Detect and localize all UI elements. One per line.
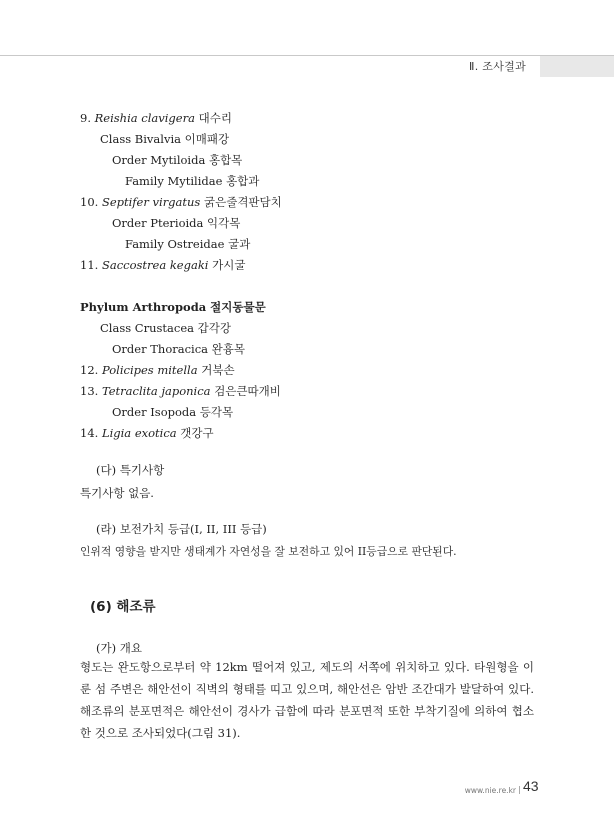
header-rule (0, 55, 614, 56)
header-tab-bar (540, 56, 614, 77)
scientific-name: Ligia exotica (101, 426, 177, 440)
family-mytilidae: Family Mytilidae 홍합과 (125, 174, 260, 188)
korean-name: 가시굴 (212, 258, 246, 272)
entry-14 (80, 426, 214, 440)
family-ostreidae: Family Ostreidae 굴과 (125, 237, 251, 251)
korean-name: 갯강구 (180, 426, 214, 440)
special-notes-text: 특기사항 없음. (80, 486, 154, 500)
entry-number: 11. (80, 258, 99, 272)
special-notes-heading: (다) 특기사항 (96, 463, 165, 477)
entry-9 (80, 111, 232, 125)
scientific-name: Septifer virgatus (101, 195, 201, 209)
phylum-arthropoda: Phylum Arthropoda 절지동물문 (80, 300, 266, 314)
scientific-name: Saccostrea kegaki (101, 258, 209, 272)
entry-number: 10. (80, 195, 99, 209)
grade-text: 인위적 영향을 받지만 생태계가 자연성을 잘 보전하고 있어 II등급으로 판단된다. (80, 545, 457, 558)
korean-name: 대수리 (198, 111, 232, 125)
footer-divider (519, 786, 520, 794)
entry-number: 13. (80, 384, 99, 398)
chapter-title: Ⅱ. 조사결과 (468, 60, 526, 73)
entry-number: 9. (80, 111, 91, 125)
korean-name: 굵은줄격판담치 (204, 195, 282, 209)
order-isopoda: Order Isopoda 등각목 (112, 405, 234, 419)
order-pterioida: Order Pterioida 익각목 (112, 216, 241, 230)
order-thoracica: Order Thoracica 완흉목 (112, 342, 245, 356)
overview-paragraph: 형도는 완도항으로부터 약 12km 떨어져 있고, 제도의 서쪽에 위치하고 있다. 타원형을 이룬 섬 주변은 해안선이 직벽의 형태를 띠고 있으며, 해안선은 암반 조간대가 발달하여 있다. 해조류의 분포면적은 해안선이 경사가 급함에 따라 분포면적 또한 부착기질에 의하여 협소한 것으로 조사되었다(그림 31). (80, 660, 534, 740)
scientific-name: Reishia clavigera (94, 111, 195, 125)
korean-name: 검은큰따개비 (214, 384, 281, 398)
scientific-name: Tetraclita japonica (101, 384, 211, 398)
entry-10 (80, 195, 282, 209)
order-mytiloida: Order Mytiloida 홍합목 (112, 153, 243, 167)
page-number: 43 (523, 778, 539, 794)
entry-12 (80, 363, 235, 377)
grade-heading: (라) 보전가치 등급(I, II, III 등급) (96, 522, 267, 536)
class-crustacea: Class Crustacea 갑각강 (100, 321, 231, 335)
scientific-name: Policipes mitella (101, 363, 198, 377)
korean-name: 거북손 (201, 363, 235, 377)
entry-13 (80, 384, 281, 398)
seaweed-section-heading: (6) 해조류 (90, 599, 156, 615)
overview-heading: (가) 개요 (96, 641, 142, 655)
entry-number: 14. (80, 426, 99, 440)
footer-url: www.nie.re.kr (464, 786, 516, 795)
class-bivalvia: Class Bivalvia 이매패강 (100, 132, 230, 146)
entry-number: 12. (80, 363, 99, 377)
entry-11 (80, 258, 245, 272)
